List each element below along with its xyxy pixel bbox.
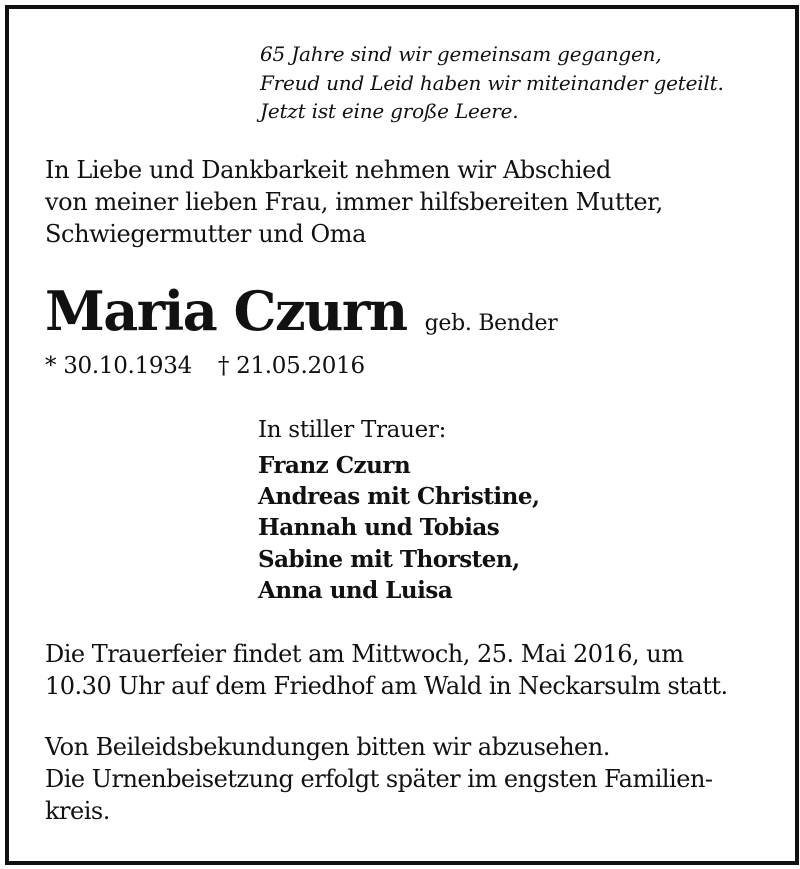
mourner-name: Sabine mit Thorsten, <box>258 545 520 573</box>
closing-line: kreis. <box>45 797 110 825</box>
maiden-name: geb. Bender <box>424 311 558 336</box>
intro-line: Schwiegermutter und Oma <box>45 220 367 248</box>
mourner-name: Anna und Luisa <box>258 576 453 604</box>
poem-line: Freud und Leid haben wir miteinander geteilt. <box>260 70 724 95</box>
memorial-poem <box>260 40 724 126</box>
funeral-details <box>45 638 728 702</box>
birth-date: * 30.10.1934 <box>45 353 192 379</box>
intro-line: In Liebe und Dankbarkeit nehmen wir Abschied <box>45 156 611 184</box>
closing-line: Von Beileidsbekundungen bitten wir abzusehen. <box>45 733 610 761</box>
funeral-line: Die Trauerfeier findet am Mittwoch, 25. Mai 2016, um <box>45 640 684 668</box>
closing-notes <box>45 731 713 827</box>
life-dates <box>45 350 365 382</box>
intro-line: von meiner lieben Frau, immer hilfsbereiten Mutter, <box>45 188 663 216</box>
poem-line: 65 Jahre sind wir gemeinsam gegangen, <box>260 42 662 66</box>
mourner-name: Hannah und Tobias <box>258 514 500 542</box>
mourners-list <box>258 450 540 606</box>
funeral-line: 10.30 Uhr auf dem Friedhof am Wald in Neckarsulm statt. <box>45 672 728 700</box>
poem-line: Jetzt ist eine große Leere. <box>260 99 519 123</box>
death-date: † 21.05.2016 <box>217 353 365 379</box>
deceased-name: Maria Czurn <box>45 279 407 343</box>
deceased-name-row <box>45 276 558 346</box>
mourners-heading: In stiller Trauer: <box>258 417 447 443</box>
mourner-name: Andreas mit Christine, <box>258 483 540 511</box>
mourner-name: Franz Czurn <box>258 452 411 479</box>
closing-line: Die Urnenbeisetzung erfolgt später im engsten Familien- <box>45 765 713 793</box>
farewell-intro <box>45 154 663 250</box>
